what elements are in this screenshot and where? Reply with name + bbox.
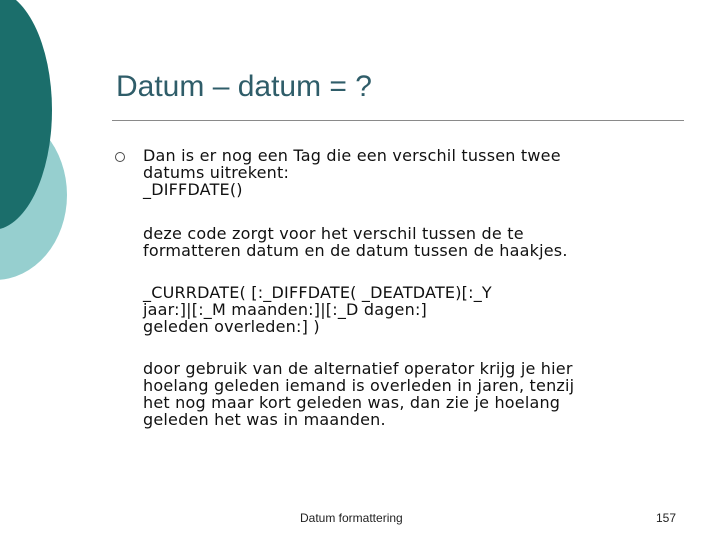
slide-title: Datum – datum = ? [116,70,372,103]
title-divider [112,120,684,121]
page-number: 157 [655,511,676,525]
decorative-teal-shapes [0,0,120,300]
bullet-circle-icon [115,152,125,162]
paragraph-code-example: _CURRDATE( [:_DIFFDATE( _DEATDATE)[:_Y jaar:]|[:_M maanden:]|[:_D dagen:] geleden overleden:] ) [143,283,492,336]
paragraph-operator-explanation: door gebruik van de alternatief operator krijg je hier hoelang geleden iemand is overleden in jaren, tenzij het nog maar kort geleden was, dan zie je hoelang geleden het was in maanden. [143,359,575,429]
footer-title: Datum formattering [300,511,403,525]
paragraph-explanation: deze code zorgt voor het verschil tussen de te formatteren datum en de datum tussen de haakjes. [143,224,568,260]
paragraph-intro: Dan is er nog een Tag die een verschil tussen twee datums uitrekent: _DIFFDATE() [143,146,561,199]
